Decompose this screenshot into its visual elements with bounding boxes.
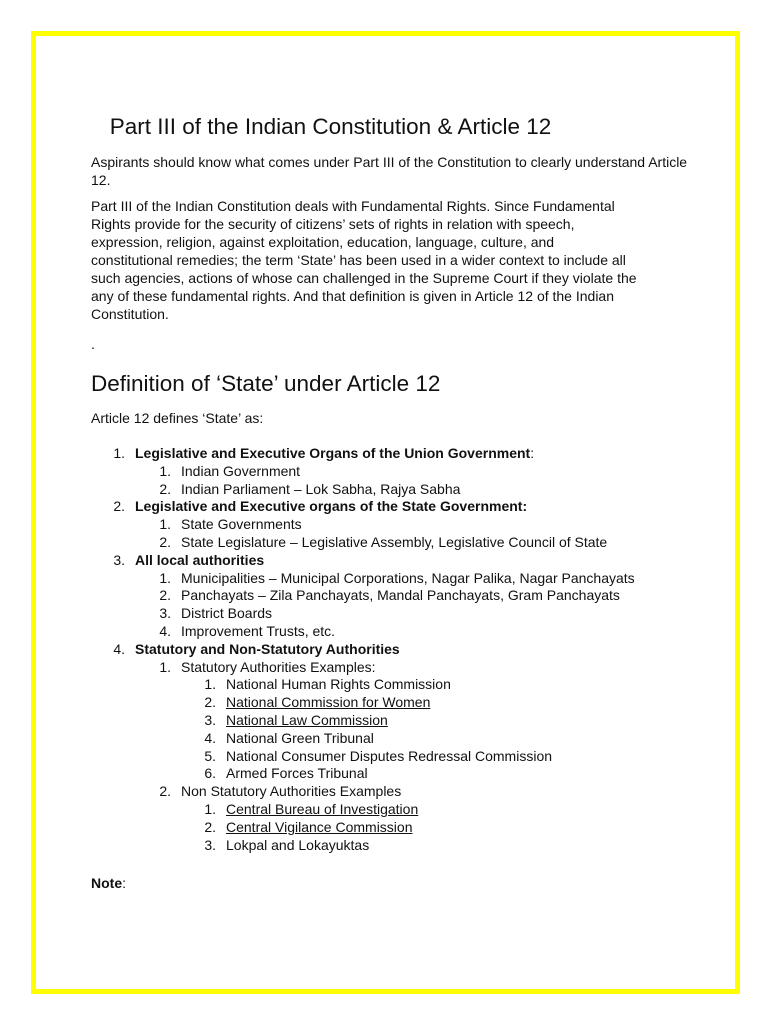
list-item-link[interactable]: National Law Commission <box>226 712 388 728</box>
list-item-content <box>181 480 460 498</box>
list-item-text: District Boards <box>181 605 273 622</box>
list-item-number: 2. <box>113 498 125 515</box>
list-item-text: National Consumer Disputes Redressal Commission <box>226 747 553 764</box>
note-suffix: : <box>122 875 127 891</box>
list-item-text: Armed Forces Tribunal <box>226 765 368 782</box>
list-item-number: 4. <box>113 640 125 657</box>
list-item-content <box>226 800 418 818</box>
list-item-number: 1. <box>159 658 171 675</box>
list-item-text: National Green Tribunal <box>226 729 374 746</box>
list-item-number: 2. <box>204 694 216 711</box>
intro-paragraph <box>91 153 691 189</box>
list-item-content <box>226 711 388 729</box>
list-item-text: Municipalities – Municipal Corporations, Nagar Palika, Nagar Panchayats <box>181 569 635 586</box>
list-item-content <box>135 551 264 569</box>
list-item-number: 1. <box>204 801 216 817</box>
list-item-content <box>226 764 368 782</box>
list-item-text: State Legislature – Legislative Assembly, Legislative Council of State <box>181 534 608 550</box>
list-item-content <box>181 515 302 533</box>
list-item-text: Improvement Trusts, etc. <box>181 623 336 639</box>
list-item-number: 2. <box>159 534 171 550</box>
list-item-number: 4. <box>159 623 171 639</box>
list-item-number: 2. <box>204 818 216 835</box>
list-item-text: Legislative and Executive Organs of the Union Government <box>135 445 531 461</box>
list-item-number: 5. <box>204 747 216 764</box>
note <box>91 874 691 892</box>
list-item-text: Indian Government <box>181 462 301 479</box>
list-item-content <box>226 729 374 747</box>
list-item-content <box>181 569 635 587</box>
paragraph-line: Rights provide for the security of citizens’ sets of rights in relation with speech, <box>91 216 575 232</box>
list-item-content <box>135 497 527 515</box>
list-item-link[interactable]: Central Bureau of Investigation <box>226 801 419 817</box>
list-item-suffix: : <box>530 445 535 461</box>
paragraph-line: such agencies, actions of whose can challenged in the Supreme Court if they violate the <box>91 270 637 286</box>
paragraph-line: constitutional remedies; the term ‘State’ has been used in a wider context to include all <box>91 252 626 268</box>
definition-heading: Definition of ‘State’ under Article 12 <box>91 371 441 396</box>
list-item-content <box>181 604 272 622</box>
paragraph-line: Constitution. <box>91 306 169 322</box>
list-item-text: State Governments <box>181 516 302 533</box>
list-item-content <box>226 836 369 854</box>
list-item-text: Indian Parliament – Lok Sabha, Rajya Sabha <box>181 480 461 497</box>
list-item-number: 1. <box>204 676 216 693</box>
list-item-number: 2. <box>159 783 171 800</box>
list-item-content <box>181 622 335 640</box>
intro-text: Aspirants should know what comes under Part III of the Constitution to clearly understand Article 12. <box>91 154 688 188</box>
list-item-number: 1. <box>113 445 125 461</box>
list-item-content <box>226 675 451 693</box>
note-label: Note <box>91 875 123 891</box>
defines-intro: Article 12 defines ‘State’ as: <box>91 410 264 426</box>
list-item-content <box>181 462 300 480</box>
list-item-link[interactable]: Central Vigilance Commission <box>226 818 413 835</box>
list-item-content <box>135 444 534 462</box>
list-item-number: 3. <box>204 712 216 728</box>
list-item-text: Lokpal and Lokayuktas <box>226 836 370 853</box>
list-item-number: 1. <box>159 516 171 533</box>
list-item-text: Statutory and Non-Statutory Authorities <box>135 640 400 657</box>
list-item-number: 3. <box>113 551 125 568</box>
page-title: Part III of the Indian Constitution & Article 12 <box>91 114 552 139</box>
paragraph-line: any of these fundamental rights. And that definition is given in Article 12 of the Indian <box>91 288 615 304</box>
list-item-text: All local authorities <box>135 551 265 568</box>
list-item-content <box>181 533 607 551</box>
main-paragraph <box>91 197 691 323</box>
list-item-content <box>181 658 376 676</box>
paragraph-line: expression, religion, against exploitation, education, language, culture, and <box>91 234 555 250</box>
list-item-content <box>181 586 620 604</box>
list-item-content <box>226 818 412 836</box>
list-item-number: 3. <box>159 605 171 622</box>
list-item-number: 6. <box>204 765 216 782</box>
list-item-number: 3. <box>204 836 216 853</box>
list-item-text: Panchayats – Zila Panchayats, Mandal Panchayats, Gram Panchayats <box>181 587 620 604</box>
list-item-number: 1. <box>159 569 171 586</box>
list-item-link[interactable]: National Commission for Women <box>226 694 431 711</box>
list-item-number: 2. <box>159 587 171 604</box>
list-item-text: Non Statutory Authorities Examples <box>181 783 402 800</box>
list-item-content <box>226 693 430 711</box>
paragraph-line: Part III of the Indian Constitution deals with Fundamental Rights. Since Fundamental <box>91 198 615 214</box>
list-item-text: Legislative and Executive organs of the State Government: <box>135 498 528 515</box>
list-item-text: Statutory Authorities Examples: <box>181 658 376 675</box>
list-item-content <box>226 747 552 765</box>
list-item-number: 1. <box>159 462 171 479</box>
list-item-content <box>135 640 400 658</box>
list-item-number: 4. <box>204 729 216 746</box>
list-item-number: 2. <box>159 480 171 497</box>
list-item-content <box>181 782 401 800</box>
separator-dot: . <box>91 336 95 352</box>
list-item-text: National Human Rights Commission <box>226 676 451 693</box>
